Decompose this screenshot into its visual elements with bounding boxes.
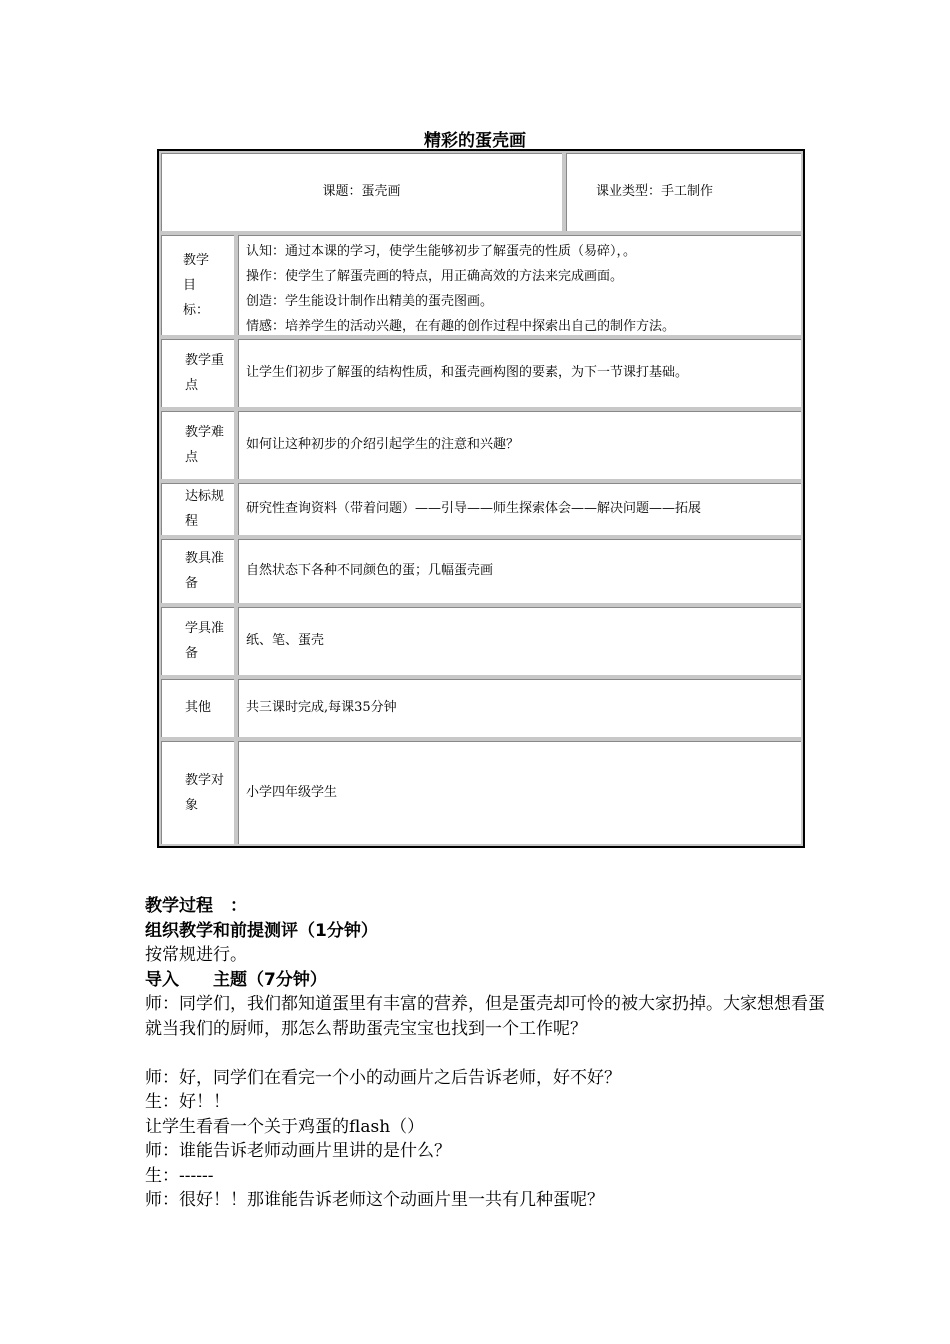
topic-cell bbox=[159, 151, 564, 233]
row-label-cell bbox=[159, 677, 236, 739]
goal-emotion: 情感：培养学生的活动兴趣，在有趣的创作过程中探索出自己的制作方法。 bbox=[246, 319, 676, 334]
page-title: 精彩的蛋壳画 bbox=[424, 131, 526, 151]
row-label: 教具准备 bbox=[185, 551, 225, 591]
process-heading: 教学过程 ： bbox=[145, 896, 247, 916]
type-text: 课业类型：手工制作 bbox=[596, 184, 714, 199]
row-value-cell bbox=[236, 481, 803, 537]
row-label-cell bbox=[159, 481, 236, 537]
goals-label: 教学目标： bbox=[183, 252, 210, 318]
row-value: 小学四年级学生 bbox=[246, 784, 338, 800]
dialogue-line: 师：好，同学们在看完一个小的动画片之后告诉老师，好不好？ bbox=[145, 1067, 621, 1088]
goals-label-cell bbox=[159, 233, 236, 337]
row-value-cell bbox=[236, 409, 803, 481]
row-value-cell bbox=[236, 677, 803, 739]
row-label: 教学重点 bbox=[185, 353, 225, 393]
blank-line bbox=[145, 1041, 825, 1066]
row-label: 其他 bbox=[185, 700, 212, 715]
row-label-cell bbox=[159, 337, 236, 409]
process-line: 按常规进行。 bbox=[145, 945, 247, 965]
lesson-plan-table bbox=[157, 149, 805, 848]
row-value: 纸、笔、蛋壳 bbox=[246, 633, 325, 648]
goal-creation: 创造：学生能设计制作出精美的蛋壳图画。 bbox=[246, 294, 494, 309]
row-label-cell bbox=[159, 409, 236, 481]
row-label: 教学对象 bbox=[185, 772, 225, 813]
dialogue-line: 师：同学们，我们都知道蛋里有丰富的营养，但是蛋壳却可怜的被大家扔掉。大家想想看蛋就当我们的厨师，那怎么帮助蛋壳宝宝也找到一个工作呢？ bbox=[145, 994, 825, 1039]
row-label-cell bbox=[159, 537, 236, 605]
dialogue-line: 生：------ bbox=[145, 1165, 214, 1186]
row-label: 教学难点 bbox=[185, 425, 225, 465]
row-label-cell bbox=[159, 605, 236, 677]
section-organize: 组织教学和前提测评（1分钟） bbox=[145, 920, 378, 941]
row-value: 研究性查询资料（带着问题）——引导——师生探索体会——解决问题——拓展 bbox=[246, 501, 702, 516]
row-label: 达标规程 bbox=[185, 489, 225, 529]
section-intro: 导入 主题（7分钟） bbox=[145, 969, 327, 990]
row-value: 共三课时完成,每课35分钟 bbox=[246, 700, 397, 715]
dialogue-line: 师：谁能告诉老师动画片里讲的是什么？ bbox=[145, 1141, 451, 1161]
teaching-process bbox=[145, 894, 825, 1213]
row-value-cell bbox=[236, 337, 803, 409]
dialogue-line: 让学生看看一个关于鸡蛋的flash（） bbox=[145, 1116, 425, 1137]
topic-text: 课题：蛋壳画 bbox=[322, 184, 401, 199]
row-label-cell bbox=[159, 739, 236, 846]
row-value: 自然状态下各种不同颜色的蛋；几幅蛋壳画 bbox=[246, 563, 494, 578]
row-value-cell bbox=[236, 739, 803, 846]
row-value-cell bbox=[236, 605, 803, 677]
goal-cognition: 认知：通过本课的学习，使学生能够初步了解蛋壳的性质（易碎），。 bbox=[246, 244, 637, 259]
row-value: 如何让这种初步的介绍引起学生的注意和兴趣？ bbox=[246, 437, 520, 452]
type-cell bbox=[564, 151, 803, 233]
dialogue-line: 师：很好！！那谁能告诉老师这个动画片里一共有几种蛋呢？ bbox=[145, 1190, 604, 1210]
row-label: 学具准备 bbox=[185, 621, 225, 661]
row-value: 让学生们初步了解蛋的结构性质，和蛋壳画构图的要素，为下一节课打基础。 bbox=[246, 365, 689, 380]
goals-value-cell bbox=[236, 233, 803, 337]
dialogue-line: 生：好！！ bbox=[145, 1092, 230, 1112]
goal-operation: 操作：使学生了解蛋壳画的特点，用正确高效的方法来完成画面。 bbox=[246, 269, 624, 284]
row-value-cell bbox=[236, 537, 803, 605]
